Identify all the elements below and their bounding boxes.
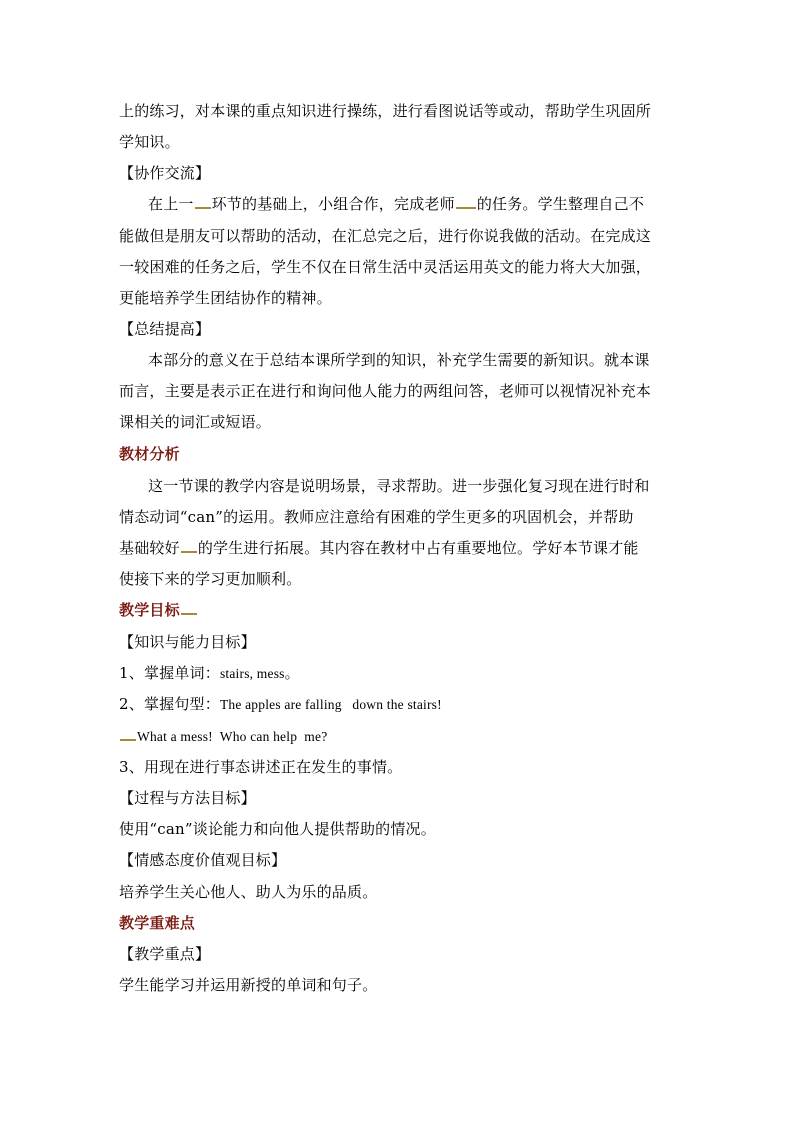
list-item: 3、用现在进行事态讲述正在发生的事情。 [119, 758, 403, 776]
blank-underline [181, 603, 197, 615]
paragraph-line: 培养学生关心他人、助人为乐的品质。 [119, 883, 378, 901]
paragraph-line: 这一节课的教学内容是说明场景，寻求帮助。进一步强化复习现在进行时和 [148, 477, 650, 495]
blank-underline [195, 197, 211, 209]
blank-underline [456, 197, 476, 209]
paragraph-line: 而言，主要是表示正在进行和询问他人能力的两组问答，老师可以视情况补充本 [119, 382, 652, 400]
subheading-process: 【过程与方法目标】 [119, 789, 256, 807]
section-heading-analysis: 教材分析 [119, 445, 180, 463]
list-item-continued: What a mess! Who can help me? [119, 726, 327, 747]
paragraph-line: 使用“can”谈论能力和向他人提供帮助的情况。 [119, 820, 436, 838]
paragraph-line: 学生能学习并运用新授的单词和句子。 [119, 976, 378, 994]
paragraph-line: 更能培养学生团结协作的精神。 [119, 289, 332, 307]
section-heading-goals: 教学目标 [119, 600, 198, 620]
subheading-knowledge: 【知识与能力目标】 [119, 633, 256, 651]
paragraph-line: 学知识。 [119, 133, 180, 151]
subheading-collab: 【协作交流】 [119, 164, 211, 182]
blank-underline [120, 729, 136, 741]
subheading-key: 【教学重点】 [119, 945, 211, 963]
paragraph-line: 本部分的意义在于总结本课所学到的知识，补充学生需要的新知识。就本课 [148, 351, 650, 369]
subheading-values: 【情感态度价值观目标】 [119, 851, 287, 869]
subheading-summary: 【总结提高】 [119, 320, 211, 338]
blank-underline [181, 541, 197, 553]
paragraph-line: 情态动词“can”的运用。教师应注意给有困难的学生更多的巩固机会，并帮助 [119, 508, 634, 526]
paragraph-line: 使接下来的学习更加顺利。 [119, 570, 302, 588]
paragraph-line: 基础较好 的学生进行拓展。其内容在教材中占有重要地位。学好本节课才能 [119, 539, 639, 557]
paragraph-line: 一较困难的任务之后，学生不仅在日常生活中灵活运用英文的能力将大大加强， [119, 258, 652, 276]
section-heading-difficulty: 教学重难点 [119, 914, 196, 932]
list-item: 2、掌握句型：The apples are falling down the stairs! [119, 695, 442, 713]
paragraph-line: 能做但是朋友可以帮助的活动，在汇总完之后，进行你说我做的活动。在完成这 [119, 227, 652, 245]
list-item: 1、掌握单词：stairs, mess。 [119, 664, 300, 682]
paragraph-line: 课相关的词汇或短语。 [119, 413, 272, 431]
paragraph-line: 在上一 环节的基础上，小组合作，完成老师 的任务。学生整理自己不 [148, 195, 645, 213]
paragraph-line: 上的练习，对本课的重点知识进行操练，进行看图说话等或动，帮助学生巩固所 [119, 102, 652, 120]
